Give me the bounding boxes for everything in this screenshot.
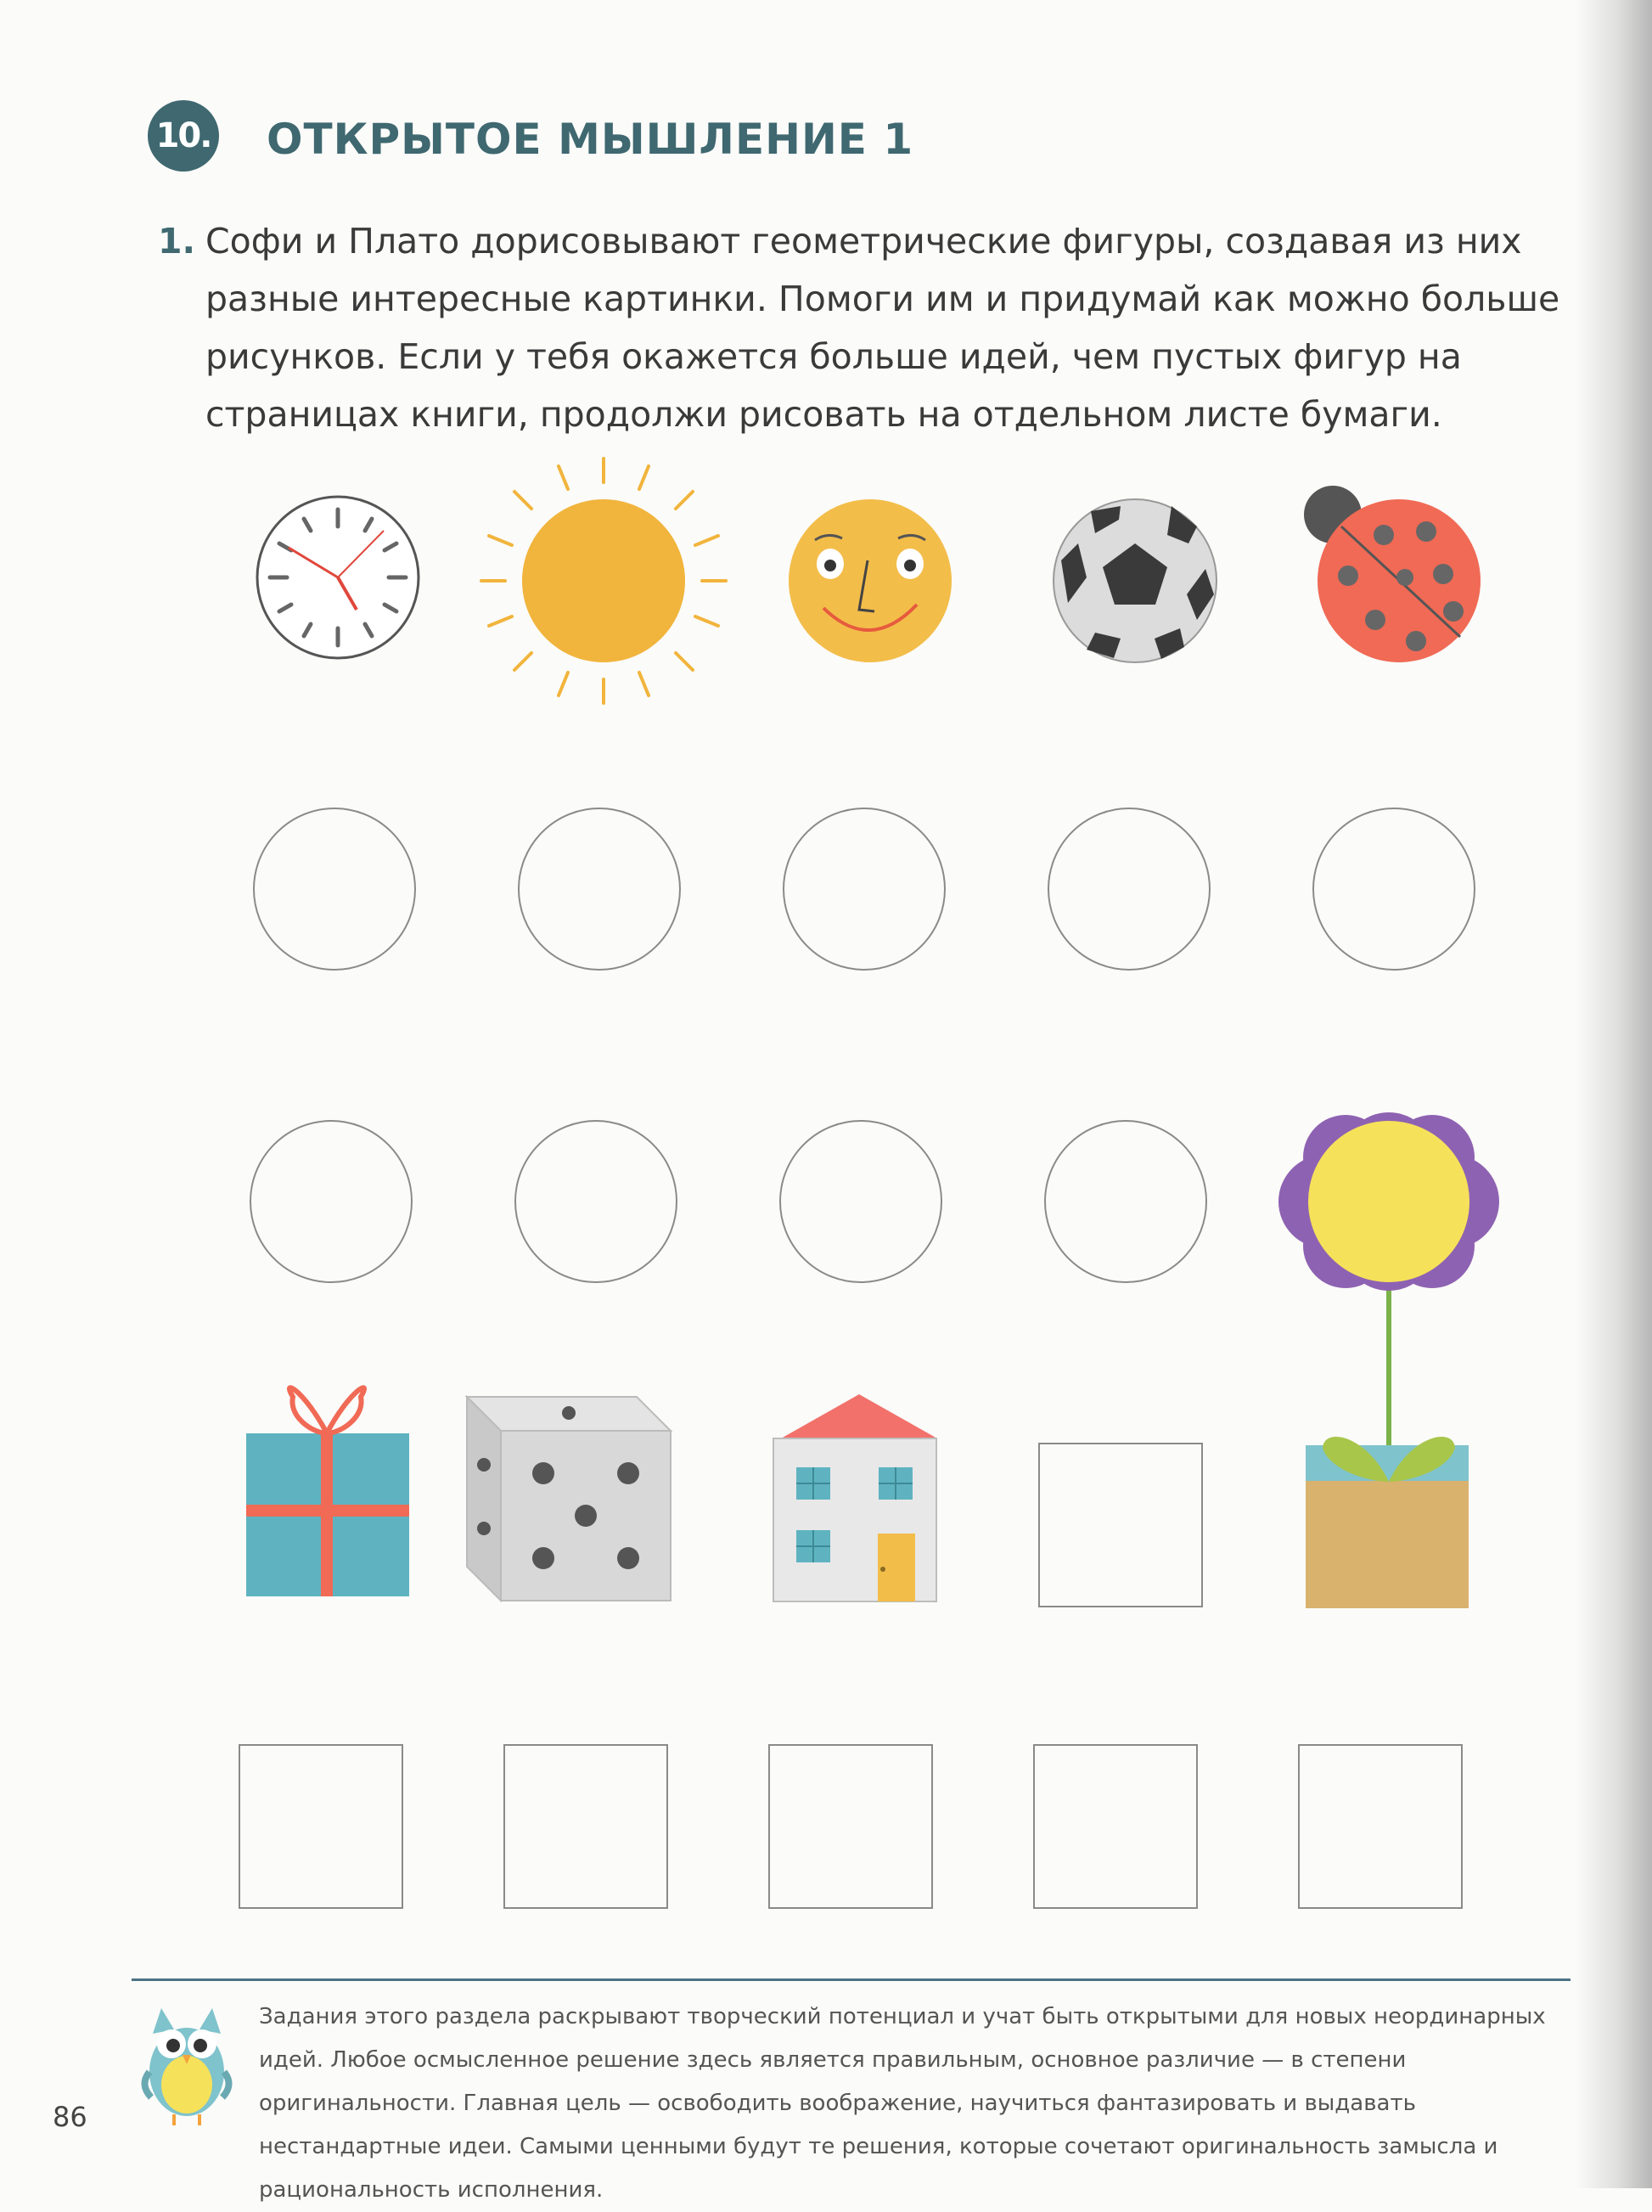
empty-circle[interactable] — [254, 808, 415, 970]
flower-pot-icon — [1306, 1437, 1469, 1608]
clock-icon — [257, 497, 419, 658]
task-number: 1. — [158, 221, 196, 262]
empty-circle[interactable] — [519, 808, 680, 970]
empty-circle[interactable] — [1313, 808, 1475, 970]
flower-icon — [1278, 1112, 1499, 1452]
empty-square[interactable] — [1039, 1444, 1202, 1607]
section-number: 10. — [155, 116, 211, 155]
empty-circle[interactable] — [780, 1121, 941, 1282]
ladybug-icon — [1304, 486, 1481, 662]
empty-square[interactable] — [1299, 1745, 1462, 1908]
empty-circle[interactable] — [1048, 808, 1210, 970]
owl-mascot-icon — [136, 1991, 238, 2127]
empty-circle[interactable] — [1045, 1121, 1206, 1282]
page-title: ОТКРЫТОЕ МЫШЛЕНИЕ 1 — [267, 115, 914, 164]
empty-circle[interactable] — [515, 1121, 677, 1282]
gift-box-icon — [246, 1387, 409, 1596]
sun-icon — [481, 459, 726, 703]
page-number: 86 — [53, 2101, 87, 2133]
footer-divider — [132, 1978, 1571, 1981]
empty-square[interactable] — [504, 1745, 667, 1908]
dice-icon — [467, 1397, 671, 1601]
empty-circle[interactable] — [250, 1121, 412, 1282]
empty-circle[interactable] — [784, 808, 945, 970]
empty-square[interactable] — [769, 1745, 932, 1908]
empty-square[interactable] — [239, 1745, 402, 1908]
empty-square[interactable] — [1034, 1745, 1197, 1908]
footer-note: Задания этого раздела раскрывают творческий потенциал и учат быть открытыми для новых неординарных идей. Любое осмысленное решение здесь является правильным, основное различие — в степени оригинальности. Главная цель — освободить воображение, научиться фантазировать и выдавать нестандартные идеи. Самыми ценными будут те решения, которые сочетают оригинальность замысла и рациональность исполнения. — [259, 2004, 1546, 2203]
task-text: Софи и Плато дорисовывают геометрические фигуры, создавая из них разные интересные картинки. Помоги им и придумай как можно больше рисунков. Если у тебя окажется больше идей, чем пустых фигур на страницах книги, продолжи рисовать на отдельном листе бумаги. — [205, 221, 1560, 435]
smiley-face-icon — [789, 499, 952, 662]
house-icon — [773, 1394, 937, 1601]
soccer-ball-icon — [1054, 499, 1217, 662]
